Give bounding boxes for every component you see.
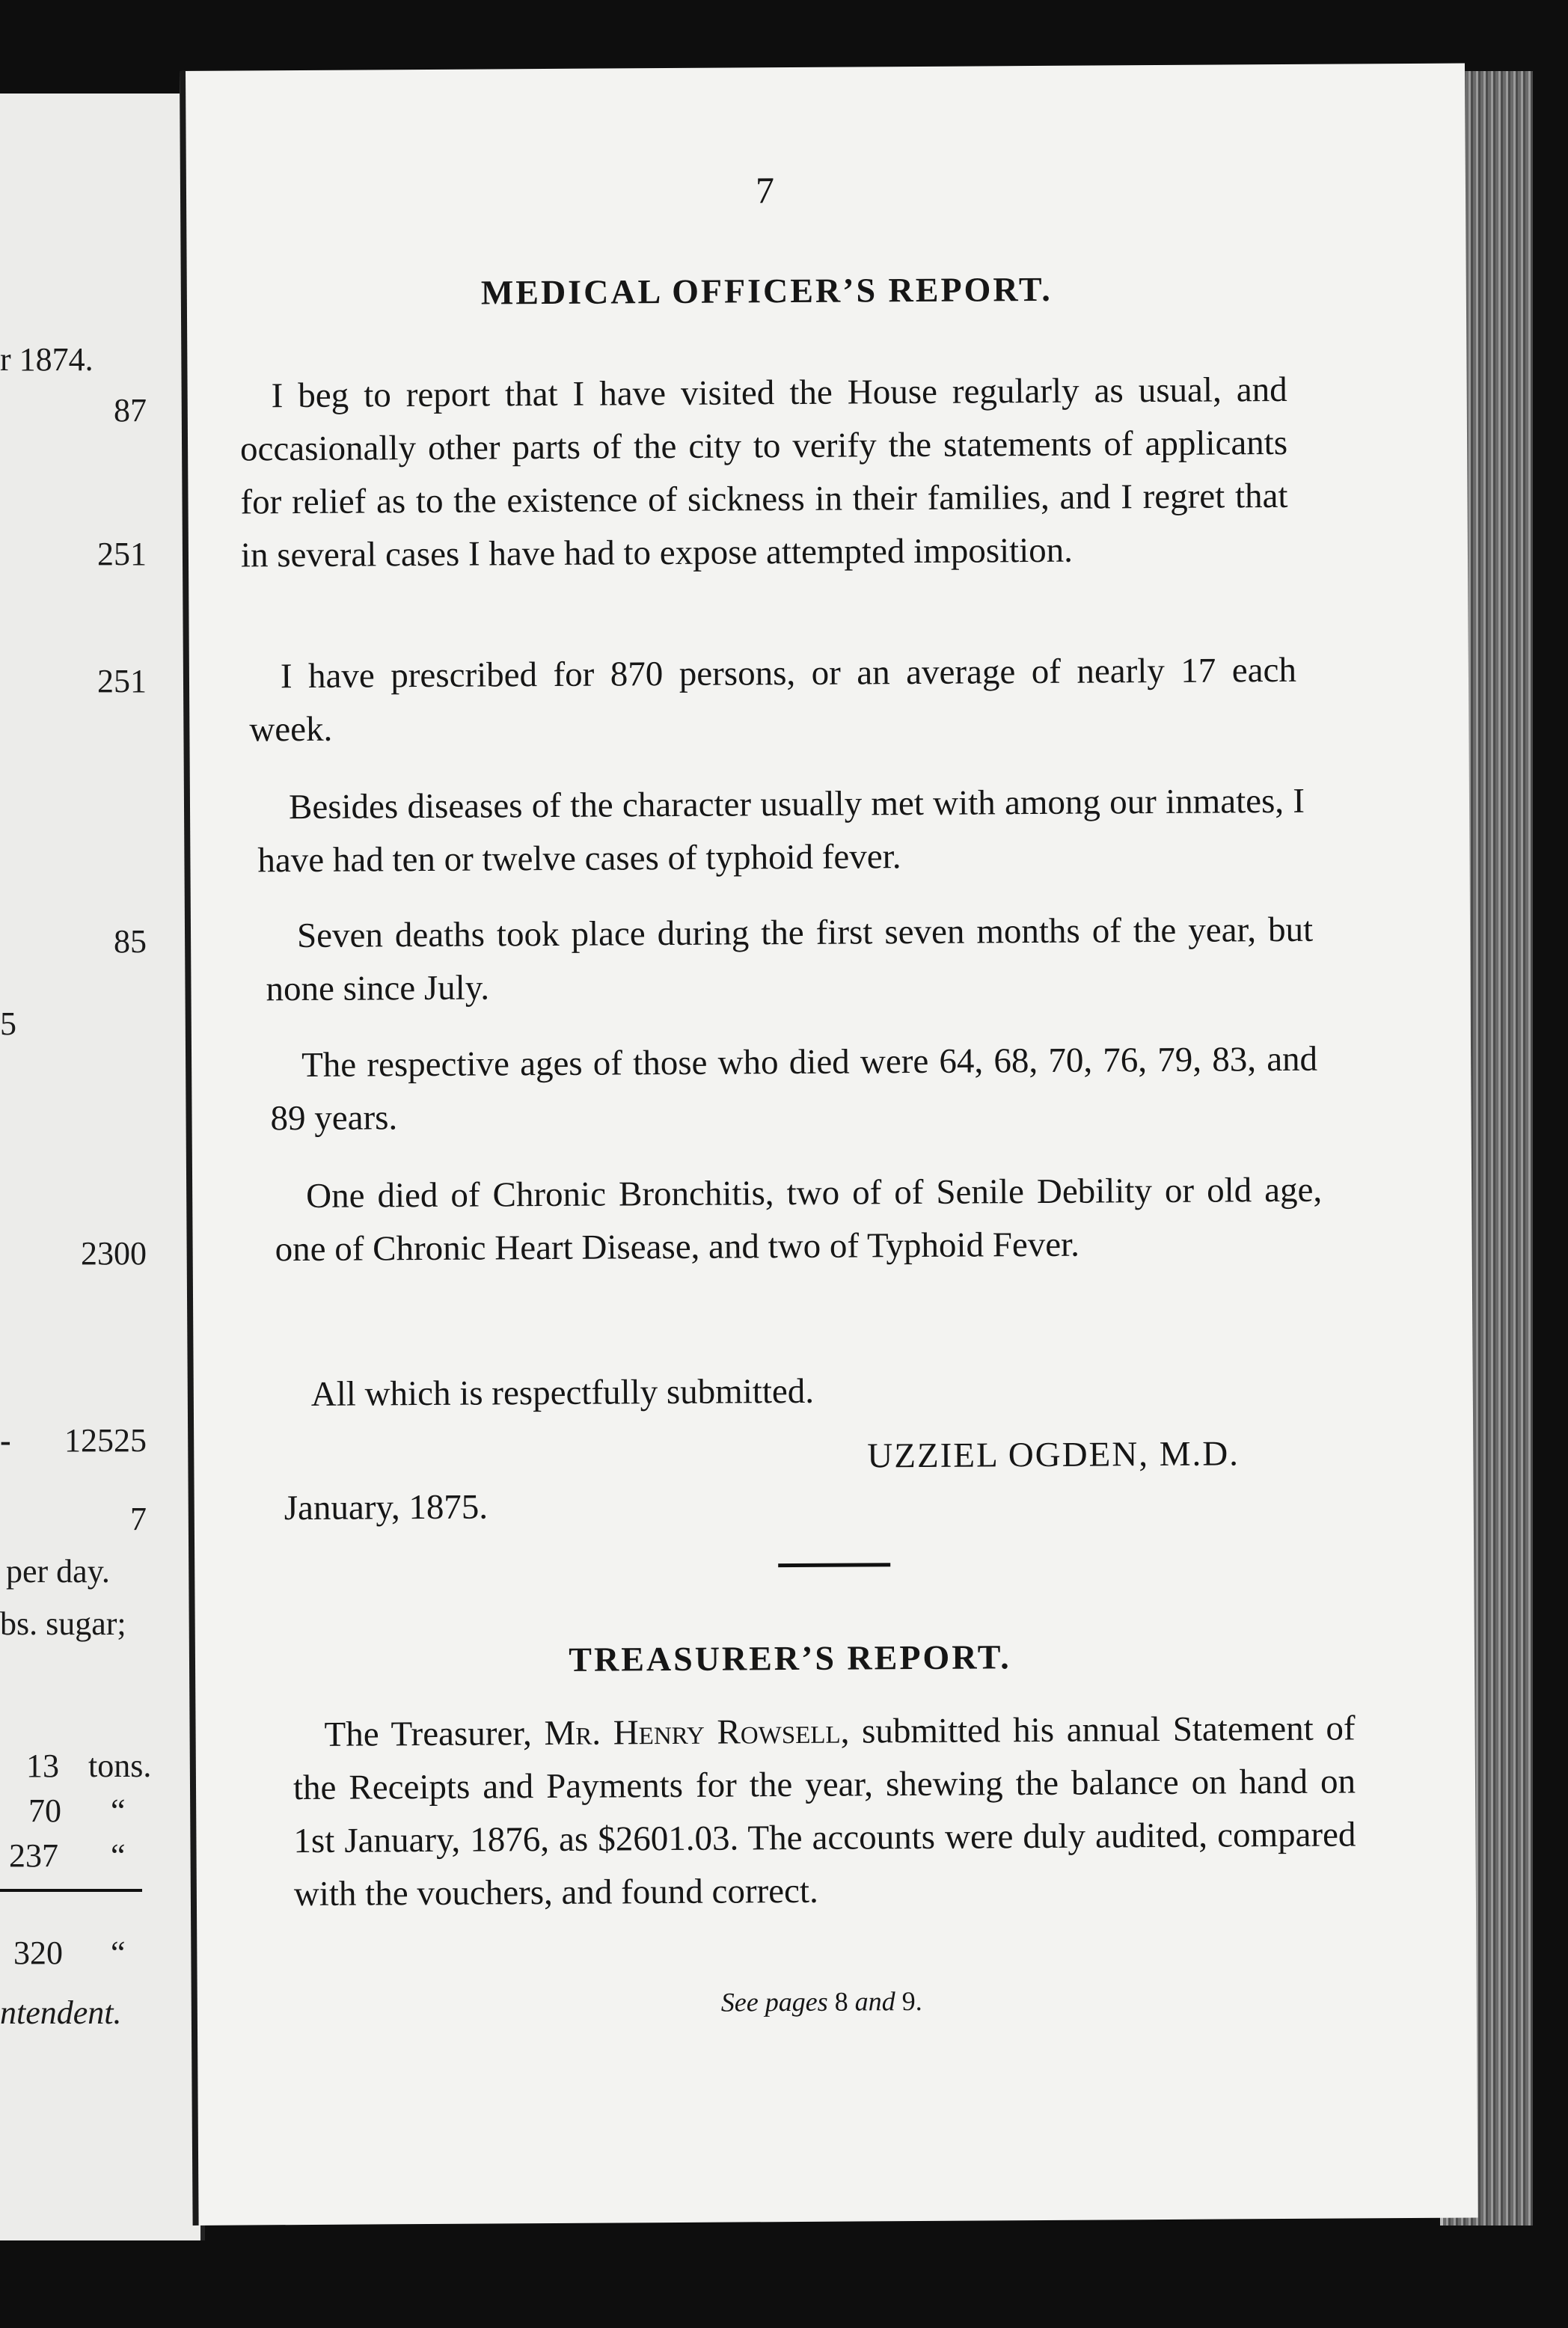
see-pages-note: See pages 8 and 9. [720, 1985, 922, 2018]
report-date: January, 1875. [284, 1487, 489, 1528]
sum-rule [0, 1889, 142, 1892]
medical-paragraph: All which is respectfully submitted. [310, 1371, 815, 1414]
left-fragment: 251 [97, 536, 147, 572]
left-facing-page [0, 94, 205, 2240]
left-fragment: 251 [97, 663, 147, 699]
left-ellipsis-mark: - [0, 1422, 11, 1459]
section-divider [778, 1563, 890, 1567]
left-fragment: 87 [114, 392, 147, 429]
left-fragment: 12525 [64, 1422, 147, 1459]
left-fragment: “ [111, 1837, 126, 1874]
left-fragment: tons. [88, 1747, 152, 1784]
left-fragment: 85 [114, 923, 147, 960]
left-fragment: 70 [28, 1792, 61, 1829]
left-fragment: 13 [26, 1747, 59, 1784]
medical-paragraph: Besides diseases of the character usually met with among our inmates, I have had ten or twelve cases of typhoid fever. [257, 781, 1305, 880]
left-fragment: 237 [9, 1837, 58, 1874]
medical-paragraph: The respective ages of those who died were 64, 68, 70, 76, 79, 83, and 89 years. [270, 1039, 1318, 1139]
treasurer-name: Mr. Henry Rowsell [544, 1712, 841, 1753]
left-fragment: bs. sugar; [0, 1605, 126, 1642]
medical-paragraph: I have prescribed for 870 persons, or an average of nearly 17 each week. [249, 650, 1297, 750]
left-fragment: “ [111, 1792, 126, 1829]
left-fragment: 320 [13, 1935, 63, 1971]
medical-paragraph: I beg to report that I have visited the House regularly as usual, and occasionally other parts of the city to verify the statements of applicants for relief as to the existence of sickness in their families, and I regret that in several cases I have had to expose attempted imposition. [239, 370, 1288, 575]
left-fragment: ntendent. [0, 1994, 122, 2031]
left-fragment: 7 [130, 1501, 147, 1537]
left-fragment: r 1874. [0, 341, 94, 378]
left-fragment: 5 [0, 1005, 16, 1042]
medical-paragraph: One died of Chronic Bronchitis, two of of Senile Debility or old age, one of Chronic Heart Disease, and two of Typhoid Fever. [275, 1170, 1323, 1269]
left-fragment: 2300 [81, 1235, 147, 1272]
report-page [180, 64, 1478, 2226]
medical-officer-heading: MEDICAL OFFICER’S REPORT. [480, 269, 1053, 312]
medical-paragraph: Seven deaths took place during the first seven months of the year, but none since July. [266, 910, 1314, 1009]
left-fragment: per day. [6, 1553, 110, 1590]
signature: UZZIEL OGDEN, M.D. [867, 1434, 1240, 1476]
left-fragment: “ [111, 1935, 126, 1971]
treasurer-paragraph: The Treasurer, Mr. Henry Rowsell, submitted his annual Statement of the Receipts and Payments for the year, shewing the balance on hand on 1st January, 1876, as $2601.03. The accounts were duly audited, compared with the vouchers, and found correct. [293, 1709, 1356, 1914]
page-number: 7 [755, 169, 777, 212]
treasurer-heading: TREASURER’S REPORT. [569, 1638, 1011, 1679]
